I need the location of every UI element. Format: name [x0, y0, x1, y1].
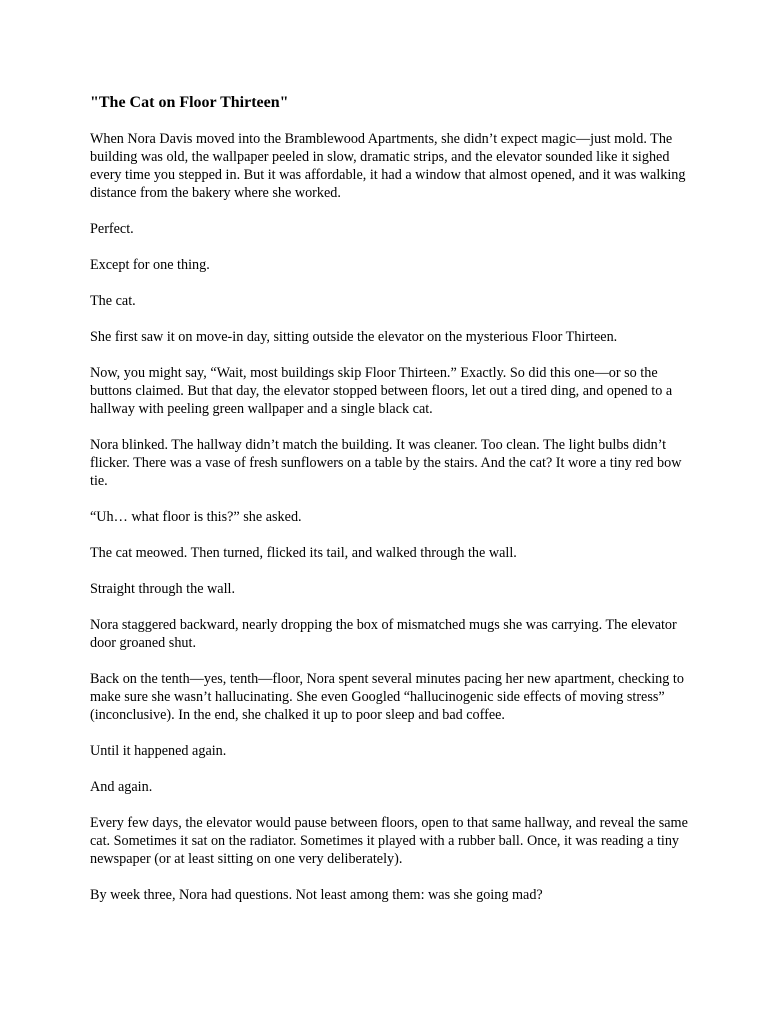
paragraph-every-few-days: Every few days, the elevator would pause between floors, open to that same hallway, and reveal the same cat. Sometimes it sat on the radiator. Sometimes it played with a rubber ball. Once, it was reading a tiny newspaper (or at least sitting on one very deliberately).	[90, 815, 688, 867]
paragraph-staggered: Nora staggered backward, nearly dropping the box of mismatched mugs she was carrying. The elevator door groaned shut.	[90, 617, 677, 651]
paragraph-nora-blinked: Nora blinked. The hallway didn’t match the building. It was cleaner. Too clean. The light bulbs didn’t flicker. There was a vase of fresh sunflowers on a table by the stairs. And the cat? It wore a tiny red bow tie.	[90, 437, 682, 489]
paragraph-week-three: By week three, Nora had questions. Not least among them: was she going mad?	[90, 887, 543, 903]
paragraph-cat-meowed: The cat meowed. Then turned, flicked its tail, and walked through the wall.	[90, 545, 517, 561]
paragraph-floor-thirteen: Now, you might say, “Wait, most buildings skip Floor Thirteen.” Exactly. So did this one—or so the buttons claimed. But that day, the elevator stopped between floors, let out a tired ding, and opened to a hallway with peeling green wallpaper and a single black cat.	[90, 365, 673, 417]
paragraph-first-saw: She first saw it on move-in day, sitting outside the elevator on the mysterious Floor Thirteen.	[90, 329, 618, 345]
paragraph-and-again: And again.	[90, 779, 153, 795]
paragraph-tenth-floor: Back on the tenth—yes, tenth—floor, Nora spent several minutes pacing her new apartment, checking to make sure she wasn’t hallucinating. She even Googled “hallucinogenic side effects of moving stress” (inconclusive). In the end, she chalked it up to poor sleep and bad coffee.	[90, 671, 684, 723]
document-body	[90, 93, 690, 922]
paragraph-what-floor: “Uh… what floor is this?” she asked.	[90, 509, 302, 525]
document-title: "The Cat on Floor Thirteen"	[90, 94, 289, 111]
paragraph-the-cat: The cat.	[90, 293, 136, 309]
paragraph-except: Except for one thing.	[90, 257, 210, 273]
paragraph-perfect: Perfect.	[90, 221, 134, 237]
paragraph-move-in: When Nora Davis moved into the Bramblewood Apartments, she didn’t expect magic—just mold. The building was old, the wallpaper peeled in slow, dramatic strips, and the elevator sounded like it sighed every time you stepped in. But it was affordable, it had a window that almost opened, and it was walking distance from the bakery where she worked.	[90, 131, 686, 201]
paragraph-straight-through: Straight through the wall.	[90, 581, 236, 597]
paragraph-until-again: Until it happened again.	[90, 743, 227, 759]
